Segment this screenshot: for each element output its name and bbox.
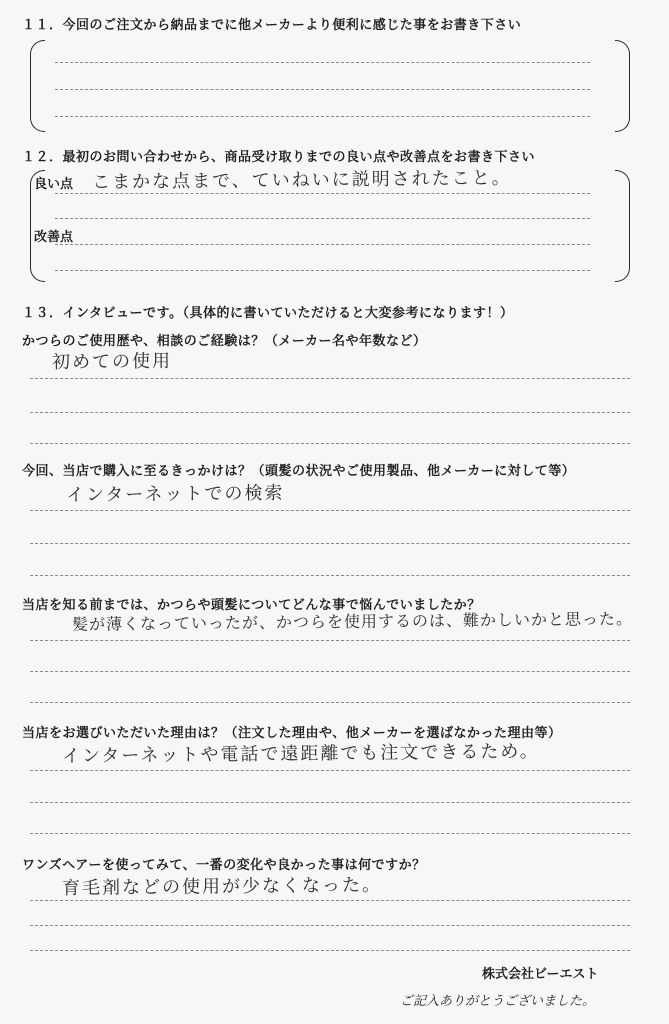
company-name: 株式会社ビーエスト xyxy=(482,967,599,982)
q12-answer-line xyxy=(55,270,590,271)
interview-answer-line xyxy=(30,950,630,951)
q11-bracket-right xyxy=(615,40,630,132)
interview-answer-line xyxy=(30,575,630,576)
interview-question-1: かつらのご使用歴や、相談のご経験は？（メーカー名や年数など） xyxy=(22,334,427,349)
q12-answer-line xyxy=(55,218,590,219)
interview-answer-line xyxy=(30,900,630,901)
interview-answer-line xyxy=(30,802,630,803)
q11-answer-line xyxy=(55,116,590,117)
q12-good-label: 良い点 xyxy=(34,177,74,192)
interview-answer-line xyxy=(30,412,630,413)
interview-answer-2: インターネットでの検索 xyxy=(65,482,285,506)
interview-answer-line xyxy=(30,640,630,641)
q12-title: １２．最初のお問い合わせから、商品受け取りまでの良い点や改善点をお書き下さい xyxy=(22,150,536,165)
interview-answer-line xyxy=(30,770,630,771)
q11-bracket-left xyxy=(30,40,45,132)
q11-answer-line xyxy=(55,62,590,63)
q11-answer-line xyxy=(55,89,590,90)
q12-improve-label: 改善点 xyxy=(34,230,74,245)
q12-bracket-right xyxy=(615,170,630,282)
interview-question-2: 今回、当店で購入に至るきっかけは？（頭髪の状況やご使用製品、他メーカーに対して等） xyxy=(22,464,576,479)
interview-answer-line xyxy=(30,833,630,834)
interview-answer-line xyxy=(30,510,630,511)
q12-good-answer: こまかな点まで、ていねいに説明されたこと。 xyxy=(91,167,512,193)
interview-answer-line xyxy=(30,925,630,926)
interview-question-4: 当店をお選びいただいた理由は？（注文した理由や、他メーカーを選ばなかった理由等） xyxy=(22,726,562,741)
interview-question-3: 当店を知る前までは、かつらや頭髪についてどんな事で悩んでいましたか？ xyxy=(22,598,481,613)
interview-answer-4: インターネットや電話で遠距離でも注文できるため。 xyxy=(61,740,540,767)
interview-answer-5: 育毛剤などの使用が少なくなった。 xyxy=(61,874,383,899)
interview-answer-3: 髪が薄くなっていったが、かつらを使用するのは、難かしいかと思った。 xyxy=(71,609,634,634)
interview-answer-line xyxy=(30,378,630,379)
q13-title: １３．インタビューです。（具体的に書いていただけると大変参考になります！） xyxy=(22,306,514,321)
interview-answer-1: 初めての使用 xyxy=(51,350,173,373)
q12-answer-line xyxy=(55,193,590,194)
q12-answer-line xyxy=(55,244,590,245)
interview-answer-line xyxy=(30,443,630,444)
thank-you-note: ご記入ありがとうございました。 xyxy=(400,994,596,1009)
interview-question-5: ワンズヘアーを使ってみて、一番の変化や良かった事は何ですか？ xyxy=(22,858,426,873)
q11-title: １１．今回のご注文から納品までに他メーカーより便利に感じた事をお書き下さい xyxy=(22,18,522,33)
interview-answer-line xyxy=(30,543,630,544)
interview-answer-line xyxy=(30,702,630,703)
interview-answer-line xyxy=(30,671,630,672)
